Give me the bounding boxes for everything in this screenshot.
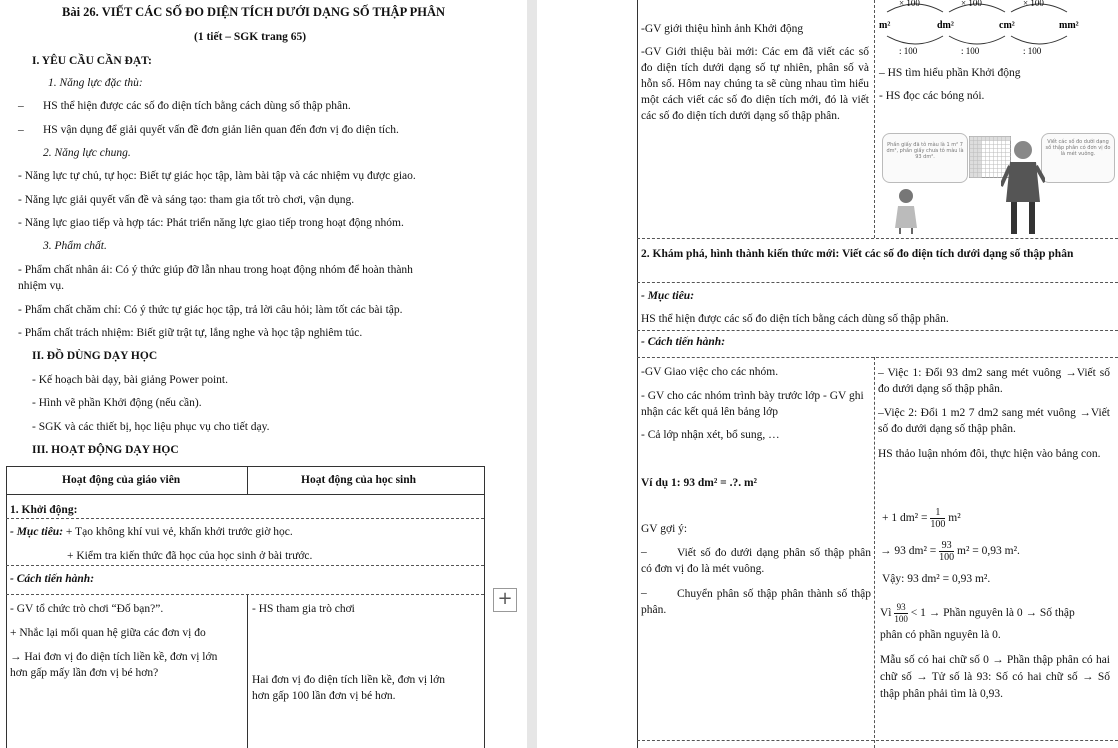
row-divider (6, 594, 484, 595)
hs-khoi-dong-2: - HS đọc các bóng nói. (879, 90, 985, 102)
arc-div-2 (949, 36, 1005, 44)
nang-luc-chung: 2. Năng lực chung. (43, 147, 131, 159)
muc-tieu-line-2: + Kiểm tra kiến thức đã học của học sinh ở bài trước. (67, 550, 313, 562)
khoi-dong-heading: 1. Khởi động: (10, 504, 78, 516)
nang-luc-dac-thu: 1. Năng lực đặc thù: (48, 77, 143, 89)
speech-bubble-right (1041, 133, 1115, 183)
header-hs: Hoạt động của học sinh (301, 474, 417, 486)
gv-goi-y: GV gợi ý: (641, 523, 688, 535)
gv-giao-viec: -GV Giao việc cho các nhóm. (641, 366, 779, 378)
section-1-heading: I. YÊU CẦU CẦN ĐẠT: (32, 55, 152, 67)
table-border-left (6, 466, 7, 748)
muc-tieu-text-1: + Tạo không khí vui vẻ, khấn khởi trước giờ học. (63, 526, 293, 538)
gv-trinh-bay: - GV cho các nhóm trình bày trước lớp - GV ghi nhận các kết quả lên bảng lớp (641, 390, 864, 418)
speech-bubble-left-text: Phần giấy đã tô màu là 1 m² 7 dm², phần giấy chưa tô màu là 93 dm². (886, 142, 964, 160)
dd-item-2: - Hình vẽ phần Khởi động (nếu cần). (32, 397, 202, 409)
row-divider (637, 238, 1118, 239)
cach-tien-hanh: - Cách tiến hành: (10, 573, 95, 585)
table-border-left (637, 0, 638, 748)
mul-label: × 100 (1023, 0, 1044, 8)
pc-item-3: - Phẩm chất trách nhiệm: Biết giữ trật tự, lắng nghe và học tập nghiêm túc. (18, 327, 363, 339)
nl2-item-c: - Năng lực giao tiếp và hợp tác: Phát triển năng lực giao tiếp trong hoạt động nhóm. (18, 217, 404, 229)
fraction-numerator: 1 (930, 507, 945, 519)
fraction (930, 507, 945, 530)
vi-prefix: Vì (880, 607, 895, 619)
vi-suffix: < 1 → Phần nguyên là 0 → Số thập (907, 607, 1075, 619)
section-2-heading: II. ĐỒ DÙNG DẠY HỌC (32, 350, 158, 362)
gv-nhan-xet: - Cả lớp nhận xét, bổ sung, … (641, 429, 780, 441)
bullet-dash: – (641, 546, 647, 558)
nl1-item-a: HS thể hiện được các số đo diện tích bằng cách dùng số thập phân. (43, 100, 351, 112)
hs-viec-2: –Việc 2: Đổi 1 m2 7 dm2 sang mét vuông →Viết số đo dưới dạng số thập phân. (878, 407, 1110, 435)
lesson-title: Bài 26. VIẾT CÁC SỐ ĐO DIỆN TÍCH DƯỚI DẠNG SỐ THẬP PHÂN (62, 5, 446, 19)
section-3-heading: III. HOẠT ĐỘNG DẠY HỌC (32, 444, 179, 456)
gv-activity-3b: hơn gấp mấy lần đơn vị bé hơn? (10, 667, 159, 679)
row-divider (637, 740, 1118, 741)
hs-activity-2b: hơn gấp 100 lần đơn vị bé hơn. (252, 690, 396, 702)
gv-activity-2: + Nhắc lại mối quan hệ giữa các đơn vị đo (10, 627, 206, 639)
mau-so-explanation: Mẫu số có hai chữ số 0 → Phần thập phân có hai chữ số → Tử số là 93: Số có hai chữ số → Số thập phân phải tìm là 0,93. (880, 654, 1110, 700)
fraction-numerator: 93 (894, 602, 908, 614)
bullet-dash: – (18, 100, 24, 112)
gv-gioi-thieu-hinh: -GV giới thiệu hình ảnh Khởi động (641, 23, 804, 35)
row-divider (637, 330, 1118, 331)
muc-tieu-label: - Mục tiêu: (641, 290, 695, 302)
table-border-top (6, 466, 484, 467)
div-label: : 100 (1023, 46, 1042, 56)
unit-cm2: cm² (999, 20, 1015, 31)
hs-thao-luan: HS thảo luận nhóm đôi, thực hiện vào bảng con. (878, 448, 1101, 460)
mul-label: × 100 (961, 0, 982, 8)
dd-item-1: - Kế hoạch bài dạy, bài giảng Power point. (32, 374, 228, 386)
fraction-denominator: 100 (894, 613, 908, 624)
formula-1-unit: m² (945, 512, 961, 524)
arc-div-3 (1011, 36, 1067, 44)
hs-activity-2a: Hai đơn vị đo diện tích liền kề, đơn vị lớn (252, 674, 445, 686)
row-divider (6, 565, 484, 566)
formula-1-left: + 1 dm² = (882, 512, 931, 524)
pc-item-2: - Phẩm chất chăm chỉ: Có ý thức tự giác học tập, trả lời câu hỏi; làm tốt các bài tập. (18, 304, 403, 316)
hs-activity-1: - HS tham gia trò chơi (252, 603, 355, 615)
table-header-line (6, 494, 484, 495)
gv-buoc-1: Viết số đo dưới dạng phân số thập phân có đơn vị đo là mét vuông. (641, 547, 871, 575)
div-label: : 100 (961, 46, 980, 56)
vay-result: Vậy: 93 dm² = 0,93 m². (882, 573, 991, 585)
gv-activity-3a: → Hai đơn vị đo diện tích liền kề, đơn vị lớn (10, 651, 218, 663)
hs-khoi-dong-1: – HS tìm hiểu phần Khởi động (879, 67, 1021, 79)
vi-reason-line-1 (880, 600, 1075, 626)
lesson-subtitle: (1 tiết – SGK trang 65) (194, 31, 307, 43)
right-page (537, 0, 1118, 748)
nl2-item-a: - Năng lực tự chủ, tự học: Biết tự giác học tập, làm bài tập và các nhiệm vụ được giao. (18, 170, 416, 182)
gv-buoc-2: Chuyển phân số thập phân thành số thập phân. (641, 588, 871, 616)
unit-conversion-diagram (877, 0, 1115, 60)
gv-activity-1: - GV tổ chức trò chơi “Đố bạn?”. (10, 603, 164, 615)
formula-2-left: → 93 dm² = (880, 545, 940, 557)
unit-m2: m² (879, 20, 891, 31)
table-border-right (484, 466, 485, 748)
speech-bubble-right-text: Viết các số đo dưới dạng số thập phân có đơn vị đo là mét vuông. (1045, 139, 1111, 157)
pham-chat: 3. Phẩm chất. (43, 240, 107, 252)
vi-reason-line-2: phân có phần nguyên là 0. (880, 629, 1001, 641)
header-gv: Hoạt động của giáo viên (62, 474, 181, 486)
left-page (0, 0, 527, 748)
fraction (894, 602, 908, 625)
unit-mm2: mm² (1059, 20, 1079, 31)
dd-item-3: - SGK và các thiết bị, học liệu phục vụ cho tiết dạy. (32, 421, 270, 433)
table-column-divider (247, 594, 248, 748)
row-divider (6, 518, 484, 519)
nl1-item-b: HS vận dụng để giải quyết vấn đề đơn giản liên quan đến đơn vị đo diện tích. (43, 124, 399, 136)
muc-tieu-text: HS thể hiện được các số đo diện tích bằng cách dùng số thập phân. (641, 313, 949, 325)
fraction-denominator: 100 (930, 518, 946, 530)
fraction (939, 540, 954, 563)
vi-du-1: Ví dụ 1: 93 dm² = .?. m² (641, 477, 757, 489)
formula-1 (882, 505, 961, 531)
unit-dm2: dm² (937, 20, 954, 31)
fraction-numerator: 93 (939, 540, 954, 552)
cach-tien-hanh: - Cách tiến hành: (641, 336, 726, 348)
teacher-figure (1001, 138, 1045, 234)
gv-gioi-thieu-bai-moi: -GV Giới thiệu bài mới: Các em đã viết các số đo diện tích dưới dạng số tự nhiên, phân số và hỗn số. Hôm nay chúng ta sẽ cùng nhau tìm hiểu một cách viết các số đo diện tích mới, đó là viết các số đo diện tích dưới dạng số thập phân. (641, 46, 869, 122)
mul-label: × 100 (899, 0, 920, 8)
column-divider-top (874, 0, 875, 238)
row-divider (637, 357, 1118, 358)
table-header-divider (247, 466, 248, 494)
formula-2 (880, 538, 1020, 564)
muc-tieu-line-1 (10, 525, 293, 539)
fraction-denominator: 100 (939, 551, 955, 563)
bullet-dash: – (18, 124, 24, 136)
add-button[interactable]: + (493, 588, 517, 612)
column-divider-bottom (874, 357, 875, 748)
formula-2-right: m² = 0,93 m². (954, 545, 1020, 557)
girl-student-figure (891, 186, 921, 234)
kham-pha-title: 2. Khám phá, hình thành kiến thức mới: Viết các số đo diện tích dưới dạng số thập phân (641, 248, 1074, 260)
pc-item-1b: nhiệm vụ. (18, 280, 64, 292)
div-label: : 100 (899, 46, 918, 56)
arc-div-1 (887, 36, 943, 44)
hs-viec-1: – Việc 1: Đổi 93 dm2 sang mét vuông →Viết số đo dưới dạng số thập phân. (878, 367, 1110, 395)
row-divider (637, 282, 1118, 283)
bullet-dash: – (641, 587, 647, 599)
speech-bubble-left (882, 133, 968, 183)
muc-tieu-label: - Mục tiêu: (10, 526, 64, 538)
pc-item-1a: - Phẩm chất nhân ái: Có ý thức giúp đỡ lẫn nhau trong hoạt động nhóm để hoàn thành (18, 264, 413, 276)
nl2-item-b: - Năng lực giải quyết vấn đề và sáng tạo: tham gia tốt trò chơi, vận dụng. (18, 194, 355, 206)
